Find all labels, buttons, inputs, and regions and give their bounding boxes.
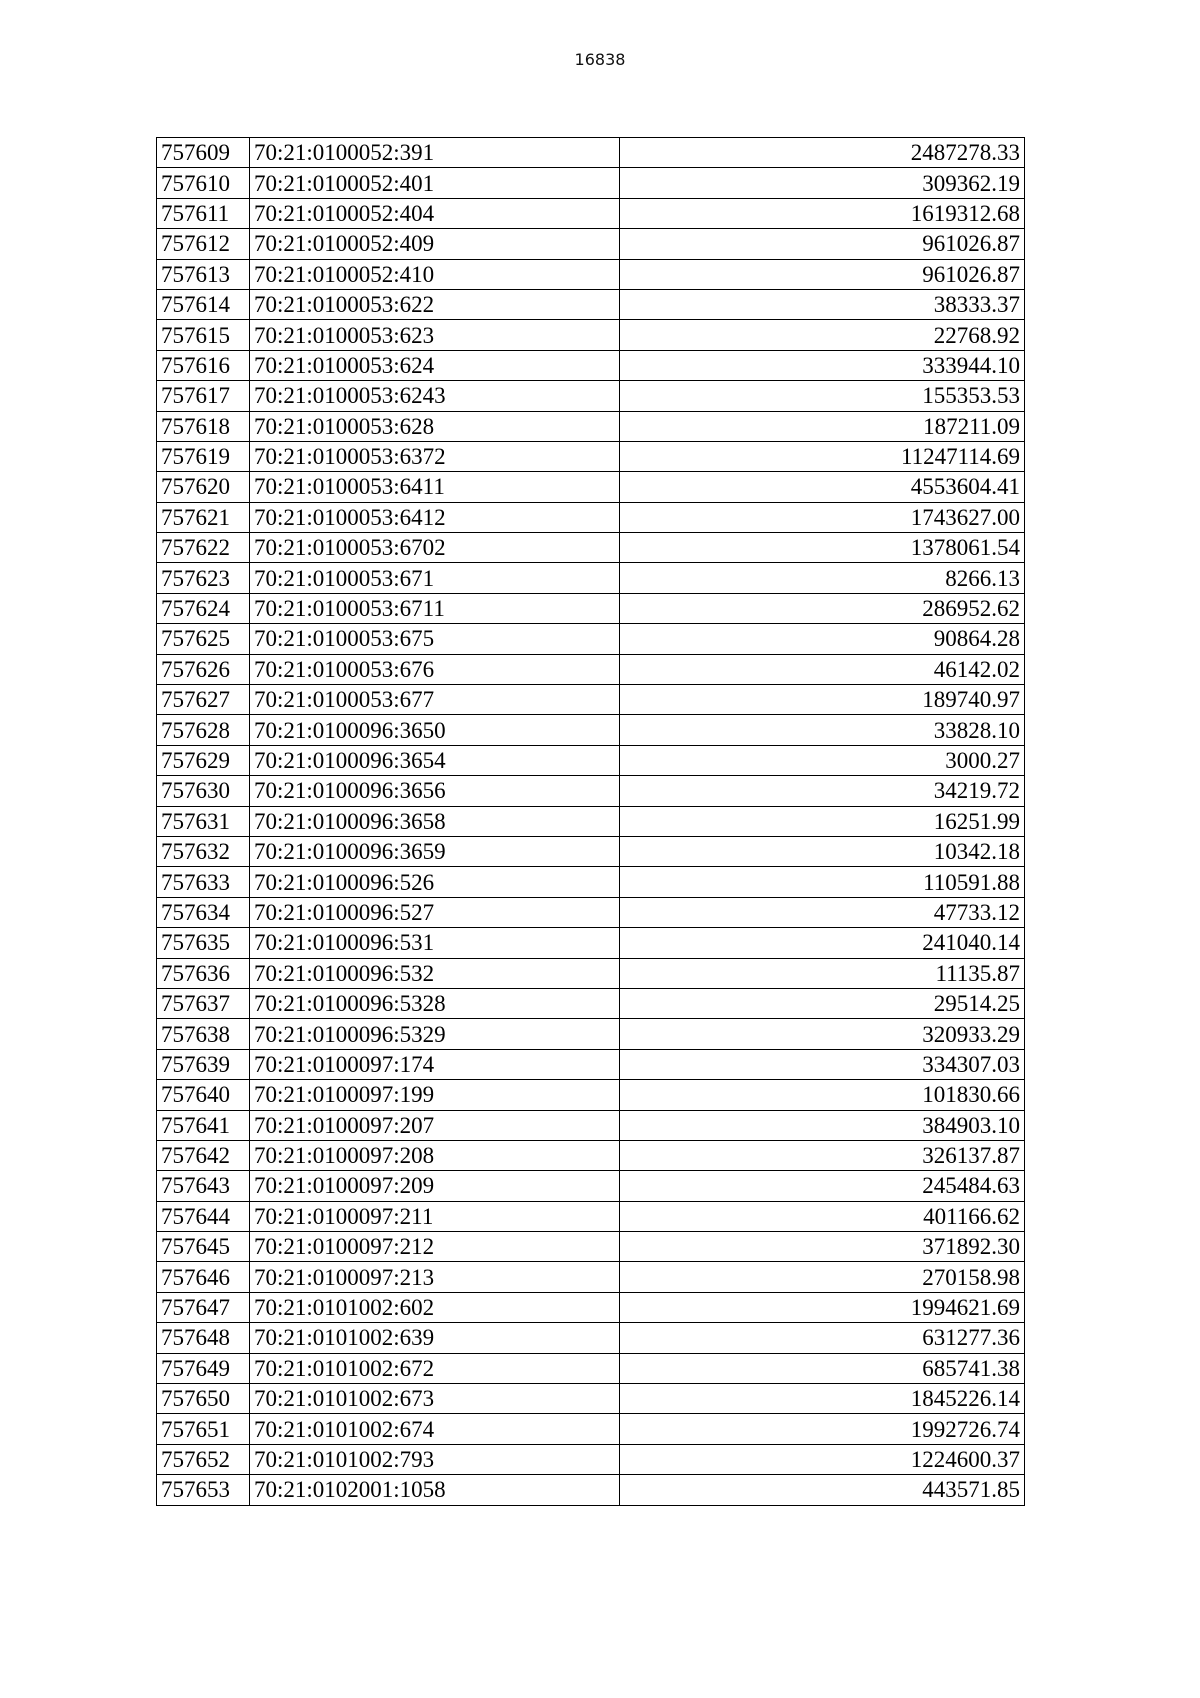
table-row [157, 472, 1025, 502]
cadastral-number-cell: 70:21:0100053:623 [250, 320, 620, 350]
value-cell: 47733.12 [620, 897, 1025, 927]
cadastral-number-cell: 70:21:0100097:212 [250, 1232, 620, 1262]
cadastral-number-cell: 70:21:0100096:3659 [250, 836, 620, 866]
table-row [157, 715, 1025, 745]
row-number-cell: 757653 [157, 1475, 250, 1505]
cadastral-number-cell: 70:21:0100053:6243 [250, 381, 620, 411]
row-number-cell: 757624 [157, 593, 250, 623]
cadastral-number-cell: 70:21:0100053:6372 [250, 441, 620, 471]
row-number-cell: 757621 [157, 502, 250, 532]
cadastral-number-cell: 70:21:0100053:6711 [250, 593, 620, 623]
value-cell: 326137.87 [620, 1140, 1025, 1170]
table-row [157, 229, 1025, 259]
table-row [157, 1414, 1025, 1444]
table-row [157, 806, 1025, 836]
value-cell: 4553604.41 [620, 472, 1025, 502]
row-number-cell: 757641 [157, 1110, 250, 1140]
cadastral-number-cell: 70:21:0100052:404 [250, 198, 620, 228]
cadastral-number-cell: 70:21:0101002:672 [250, 1353, 620, 1383]
cadastral-number-cell: 70:21:0100053:675 [250, 624, 620, 654]
cadastral-number-cell: 70:21:0100052:409 [250, 229, 620, 259]
value-cell: 1378061.54 [620, 533, 1025, 563]
cadastral-number-cell: 70:21:0100053:6411 [250, 472, 620, 502]
value-cell: 29514.25 [620, 988, 1025, 1018]
row-number-cell: 757646 [157, 1262, 250, 1292]
value-cell: 371892.30 [620, 1232, 1025, 1262]
row-number-cell: 757640 [157, 1080, 250, 1110]
row-number-cell: 757620 [157, 472, 250, 502]
value-cell: 286952.62 [620, 593, 1025, 623]
table-row [157, 1080, 1025, 1110]
table-row [157, 320, 1025, 350]
table-row [157, 289, 1025, 319]
row-number-cell: 757628 [157, 715, 250, 745]
row-number-cell: 757611 [157, 198, 250, 228]
row-number-cell: 757629 [157, 745, 250, 775]
table-row [157, 1353, 1025, 1383]
value-cell: 961026.87 [620, 229, 1025, 259]
row-number-cell: 757643 [157, 1171, 250, 1201]
cadastral-number-cell: 70:21:0100097:211 [250, 1201, 620, 1231]
value-cell: 46142.02 [620, 654, 1025, 684]
table-row [157, 563, 1025, 593]
cadastral-number-cell: 70:21:0100096:3658 [250, 806, 620, 836]
cadastral-number-cell: 70:21:0100097:208 [250, 1140, 620, 1170]
cadastral-number-cell: 70:21:0101002:674 [250, 1414, 620, 1444]
value-cell: 1743627.00 [620, 502, 1025, 532]
value-cell: 241040.14 [620, 928, 1025, 958]
row-number-cell: 757612 [157, 229, 250, 259]
row-number-cell: 757616 [157, 350, 250, 380]
table-row [157, 1019, 1025, 1049]
table-row [157, 624, 1025, 654]
value-cell: 1619312.68 [620, 198, 1025, 228]
cadastral-number-cell: 70:21:0100097:207 [250, 1110, 620, 1140]
row-number-cell: 757633 [157, 867, 250, 897]
table-row [157, 1110, 1025, 1140]
value-cell: 1992726.74 [620, 1414, 1025, 1444]
table-row [157, 1323, 1025, 1353]
cadastral-number-cell: 70:21:0100097:213 [250, 1262, 620, 1292]
row-number-cell: 757636 [157, 958, 250, 988]
value-cell: 270158.98 [620, 1262, 1025, 1292]
table-row [157, 958, 1025, 988]
cadastral-number-cell: 70:21:0100096:527 [250, 897, 620, 927]
row-number-cell: 757638 [157, 1019, 250, 1049]
table-row [157, 1292, 1025, 1322]
row-number-cell: 757619 [157, 441, 250, 471]
cadastral-number-cell: 70:21:0100053:6412 [250, 502, 620, 532]
value-cell: 443571.85 [620, 1475, 1025, 1505]
cadastral-number-cell: 70:21:0100096:5329 [250, 1019, 620, 1049]
table-row [157, 1444, 1025, 1474]
cadastral-number-cell: 70:21:0100053:624 [250, 350, 620, 380]
row-number-cell: 757647 [157, 1292, 250, 1322]
cadastre-value-table [156, 137, 1025, 1506]
value-cell: 16251.99 [620, 806, 1025, 836]
value-cell: 309362.19 [620, 168, 1025, 198]
row-number-cell: 757644 [157, 1201, 250, 1231]
value-cell: 11135.87 [620, 958, 1025, 988]
cadastral-number-cell: 70:21:0100096:526 [250, 867, 620, 897]
value-cell: 320933.29 [620, 1019, 1025, 1049]
row-number-cell: 757651 [157, 1414, 250, 1444]
value-cell: 33828.10 [620, 715, 1025, 745]
cadastral-number-cell: 70:21:0100096:3650 [250, 715, 620, 745]
table-row [157, 685, 1025, 715]
row-number-cell: 757634 [157, 897, 250, 927]
row-number-cell: 757614 [157, 289, 250, 319]
page-number: 16838 [574, 50, 626, 69]
table-row [157, 836, 1025, 866]
cadastral-number-cell: 70:21:0100053:671 [250, 563, 620, 593]
row-number-cell: 757652 [157, 1444, 250, 1474]
row-number-cell: 757637 [157, 988, 250, 1018]
value-cell: 34219.72 [620, 776, 1025, 806]
cadastral-number-cell: 70:21:0100053:622 [250, 289, 620, 319]
table-row [157, 138, 1025, 168]
value-cell: 401166.62 [620, 1201, 1025, 1231]
value-cell: 11247114.69 [620, 441, 1025, 471]
value-cell: 8266.13 [620, 563, 1025, 593]
cadastral-number-cell: 70:21:0100052:410 [250, 259, 620, 289]
row-number-cell: 757631 [157, 806, 250, 836]
table-row [157, 533, 1025, 563]
cadastral-number-cell: 70:21:0100053:677 [250, 685, 620, 715]
value-cell: 2487278.33 [620, 138, 1025, 168]
cadastral-number-cell: 70:21:0101002:602 [250, 1292, 620, 1322]
cadastral-number-cell: 70:21:0100096:5328 [250, 988, 620, 1018]
row-number-cell: 757648 [157, 1323, 250, 1353]
cadastral-number-cell: 70:21:0101002:639 [250, 1323, 620, 1353]
row-number-cell: 757618 [157, 411, 250, 441]
value-cell: 961026.87 [620, 259, 1025, 289]
value-cell: 685741.38 [620, 1353, 1025, 1383]
row-number-cell: 757649 [157, 1353, 250, 1383]
cadastral-number-cell: 70:21:0100096:3654 [250, 745, 620, 775]
table-row [157, 1384, 1025, 1414]
value-cell: 631277.36 [620, 1323, 1025, 1353]
cadastral-number-cell: 70:21:0100053:676 [250, 654, 620, 684]
row-number-cell: 757613 [157, 259, 250, 289]
cadastral-number-cell: 70:21:0100096:532 [250, 958, 620, 988]
value-cell: 22768.92 [620, 320, 1025, 350]
value-cell: 1994621.69 [620, 1292, 1025, 1322]
value-cell: 333944.10 [620, 350, 1025, 380]
value-cell: 38333.37 [620, 289, 1025, 319]
table-row [157, 1201, 1025, 1231]
table-row [157, 411, 1025, 441]
row-number-cell: 757635 [157, 928, 250, 958]
table-row [157, 259, 1025, 289]
row-number-cell: 757623 [157, 563, 250, 593]
table-row [157, 1475, 1025, 1505]
row-number-cell: 757630 [157, 776, 250, 806]
row-number-cell: 757622 [157, 533, 250, 563]
table-row [157, 198, 1025, 228]
cadastral-number-cell: 70:21:0100096:3656 [250, 776, 620, 806]
value-cell: 245484.63 [620, 1171, 1025, 1201]
table-row [157, 867, 1025, 897]
cadastral-number-cell: 70:21:0100097:199 [250, 1080, 620, 1110]
row-number-cell: 757639 [157, 1049, 250, 1079]
table-row [157, 502, 1025, 532]
table-row [157, 441, 1025, 471]
table-row [157, 1140, 1025, 1170]
row-number-cell: 757645 [157, 1232, 250, 1262]
table-row [157, 593, 1025, 623]
table-row [157, 928, 1025, 958]
cadastral-number-cell: 70:21:0100096:531 [250, 928, 620, 958]
value-cell: 110591.88 [620, 867, 1025, 897]
cadastral-number-cell: 70:21:0100053:6702 [250, 533, 620, 563]
table-row [157, 654, 1025, 684]
value-cell: 334307.03 [620, 1049, 1025, 1079]
row-number-cell: 757627 [157, 685, 250, 715]
table-row [157, 350, 1025, 380]
row-number-cell: 757609 [157, 138, 250, 168]
table-row [157, 745, 1025, 775]
table-row [157, 988, 1025, 1018]
value-cell: 384903.10 [620, 1110, 1025, 1140]
cadastral-number-cell: 70:21:0101002:673 [250, 1384, 620, 1414]
value-cell: 187211.09 [620, 411, 1025, 441]
cadastral-number-cell: 70:21:0101002:793 [250, 1444, 620, 1474]
row-number-cell: 757625 [157, 624, 250, 654]
table-row [157, 1171, 1025, 1201]
row-number-cell: 757650 [157, 1384, 250, 1414]
value-cell: 1224600.37 [620, 1444, 1025, 1474]
table-body [157, 138, 1025, 1506]
value-cell: 10342.18 [620, 836, 1025, 866]
table-row [157, 776, 1025, 806]
cadastral-number-cell: 70:21:0100097:209 [250, 1171, 620, 1201]
cadastral-number-cell: 70:21:0100053:628 [250, 411, 620, 441]
table-row [157, 1262, 1025, 1292]
row-number-cell: 757626 [157, 654, 250, 684]
row-number-cell: 757632 [157, 836, 250, 866]
cadastral-number-cell: 70:21:0100097:174 [250, 1049, 620, 1079]
cadastral-number-cell: 70:21:0100052:391 [250, 138, 620, 168]
value-cell: 3000.27 [620, 745, 1025, 775]
cadastral-number-cell: 70:21:0102001:1058 [250, 1475, 620, 1505]
table-row [157, 1232, 1025, 1262]
value-cell: 1845226.14 [620, 1384, 1025, 1414]
cadastral-number-cell: 70:21:0100052:401 [250, 168, 620, 198]
table-row [157, 1049, 1025, 1079]
table-row [157, 381, 1025, 411]
table-row [157, 897, 1025, 927]
value-cell: 101830.66 [620, 1080, 1025, 1110]
row-number-cell: 757642 [157, 1140, 250, 1170]
value-cell: 90864.28 [620, 624, 1025, 654]
row-number-cell: 757617 [157, 381, 250, 411]
row-number-cell: 757610 [157, 168, 250, 198]
row-number-cell: 757615 [157, 320, 250, 350]
value-cell: 155353.53 [620, 381, 1025, 411]
value-cell: 189740.97 [620, 685, 1025, 715]
table-row [157, 168, 1025, 198]
